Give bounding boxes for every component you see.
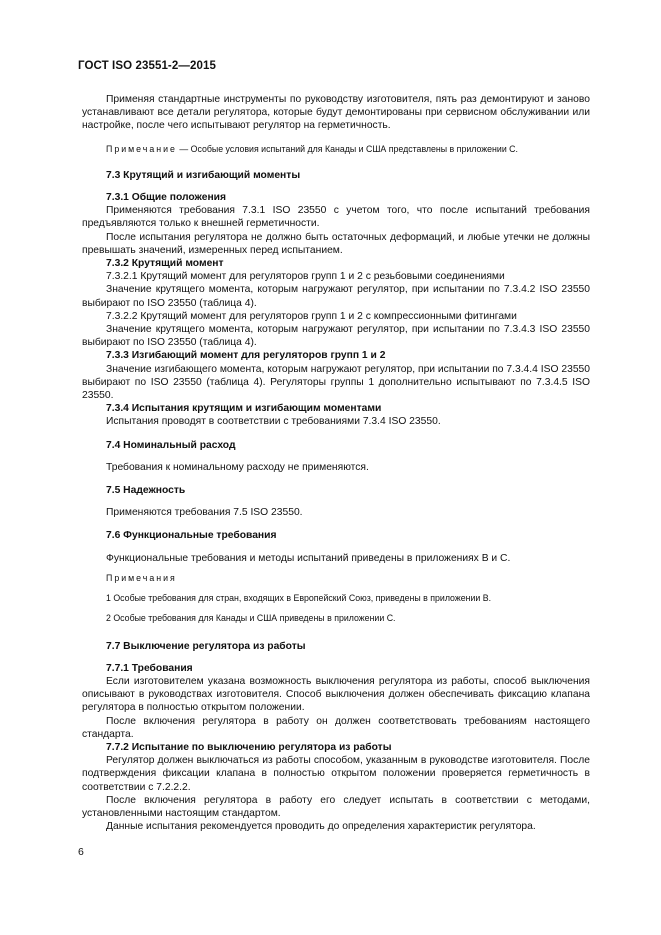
section-7-3-4-heading: 7.3.4 Испытания крутящим и изгибающим моментами [106, 403, 382, 415]
section-7-6-note-2: 2 Особые требования для Канады и США приведены в приложении С. [106, 613, 396, 624]
section-7-7-2-para-3: Данные испытания рекомендуется проводить до определения характеристик регулятора. [106, 821, 536, 833]
document-body [82, 93, 590, 833]
section-7-3-3-para: Значение изгибающего момента, которым нагружают регулятор, при испытании по 7.3.4.4 ISO 23550 выбирают по ISO 23550 (таблица 4). Регуляторы группы 1 дополнительно испытывают по 7.3.4.5 ISO 23550. [82, 363, 590, 402]
section-7-3-1-heading: 7.3.1 Общие положения [106, 192, 226, 204]
section-7-3-2-2-value: Значение крутящего момента, которым нагружают регулятор, при испытании по 7.3.4.3 ISO 23550 выбирают по ISO 23550 (таблица 4). [82, 324, 590, 349]
section-7-3-2-1-value: Значение крутящего момента, которым нагружают регулятор, при испытании по 7.3.4.2 ISO 23550 выбирают по ISO 23550 (таблица 4). [82, 284, 590, 309]
section-7-6-heading: 7.6 Функциональные требования [106, 530, 277, 542]
section-7-3-2-heading: 7.3.2 Крутящий момент [106, 258, 224, 270]
section-7-7-1-para-2: После включения регулятора в работу он должен соответствовать требованиям настоящего стандарта. [82, 715, 590, 740]
section-7-3-2-2: 7.3.2.2 Крутящий момент для регуляторов групп 1 и 2 с компрессионными фитингами [106, 310, 517, 322]
section-7-3-3-heading: 7.3.3 Изгибающий момент для регуляторов групп 1 и 2 [106, 350, 386, 362]
section-7-6-notes-label: Примечания [106, 572, 177, 583]
section-7-4-heading: 7.4 Номинальный расход [106, 439, 236, 451]
note-text: — Особые условия испытаний для Канады и США представлены в приложении С. [176, 143, 518, 154]
section-7-4-para: Требования к номинальному расходу не применяются. [106, 461, 369, 473]
section-7-3-1-para-2: После испытания регулятора не должно быть остаточных деформаций, и любые утечки не должны превышать значений, измеренных перед испытанием. [82, 231, 590, 256]
section-7-7-1-heading: 7.7.1 Требования [106, 662, 193, 674]
section-7-3-heading: 7.3 Крутящий и изгибающий моменты [106, 169, 301, 181]
note-label: Примечание [106, 143, 177, 154]
section-7-6-para: Функциональные требования и методы испытаний приведены в приложениях В и С. [106, 552, 511, 564]
document-header: ГОСТ ISO 23551-2—2015 [78, 60, 216, 72]
page-number: 6 [78, 846, 84, 858]
section-7-7-2-heading: 7.7.2 Испытание по выключению регулятора из работы [106, 741, 392, 753]
intro-note [82, 143, 590, 156]
section-7-3-1-para-1: Применяются требования 7.3.1 ISO 23550 с учетом того, что после испытаний требования предъявляются только к внешней герметичности. [82, 205, 590, 230]
section-7-6-note-1: 1 Особые требования для стран, входящих в Европейский Союз, приведены в приложении В. [106, 593, 492, 604]
section-7-7-2-para-1: Регулятор должен выключаться из работы способом, указанным в руководстве изготовителя. После подтверждения фиксации клапана в полностью открытом положении проверяется герметичность в соответствии с 7.2.2.2. [82, 755, 590, 793]
section-7-5-heading: 7.5 Надежность [106, 485, 186, 497]
section-7-5-para: Применяются требования 7.5 ISO 23550. [106, 507, 303, 519]
section-7-7-2-para-2: После включения регулятора в работу его следует испытать в соответствии с методами, установленными настоящим стандартом. [82, 794, 590, 819]
section-7-7-heading: 7.7 Выключение регулятора из работы [106, 640, 306, 652]
section-7-3-4-para: Испытания проводят в соответствии с требованиями 7.3.4 ISO 23550. [106, 416, 441, 428]
section-7-3-2-1: 7.3.2.1 Крутящий момент для регуляторов групп 1 и 2 с резьбовыми соединениями [106, 271, 505, 283]
section-7-7-1-para-1: Если изготовителем указана возможность выключения регулятора из работы, способ выключения описывают в руководствах изготовителя. Способ выключения должен обеспечивать фиксацию клапана регулятора в полностью открытом положении. [82, 675, 590, 714]
intro-paragraph: Применяя стандартные инструменты по руководству изготовителя, пять раз демонтируют и заново устанавливают все детали регулятора, которые будут демонтированы при сервисном обслуживании или настройке, после чего испытывают регулятор на герметичность. [82, 94, 590, 132]
